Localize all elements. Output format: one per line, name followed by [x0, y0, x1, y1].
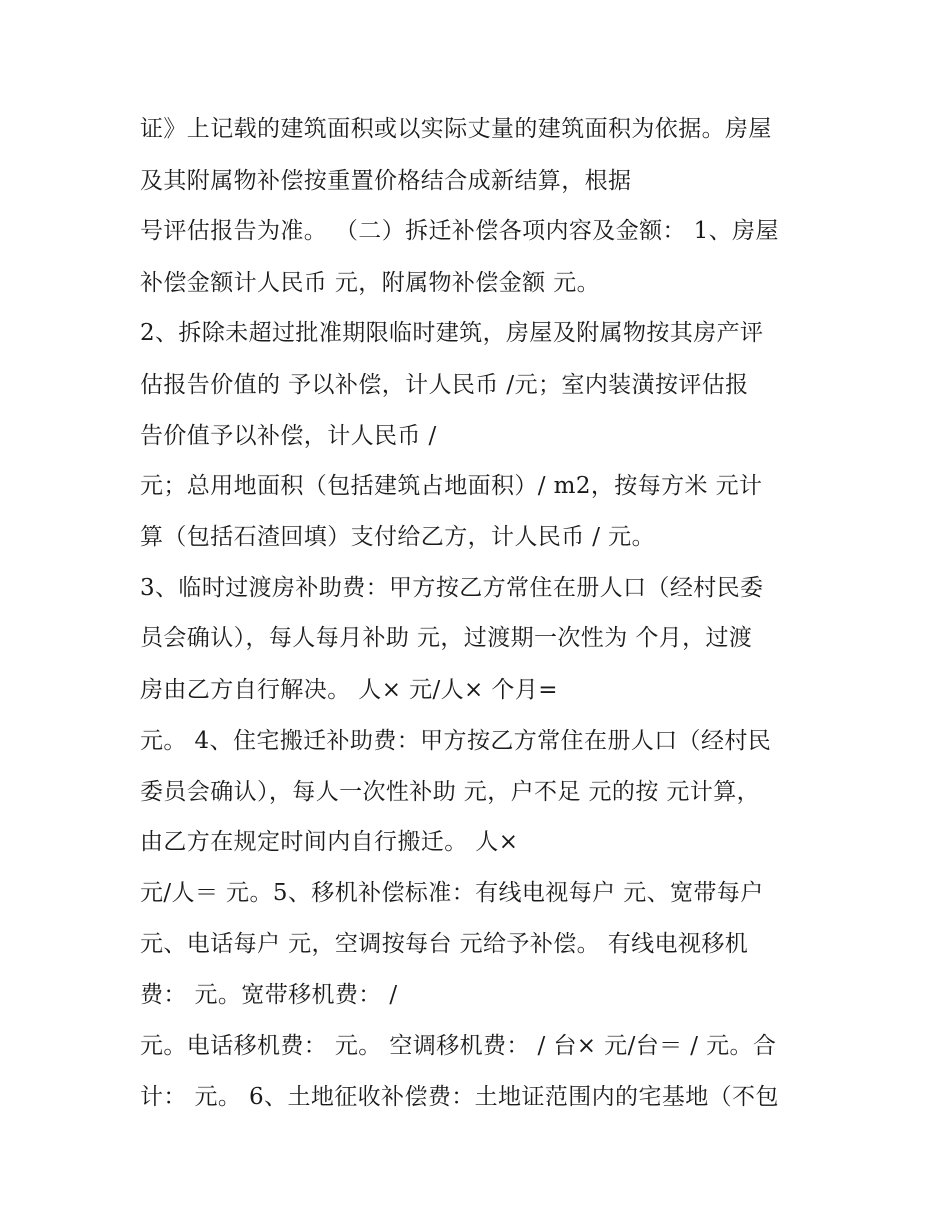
text-line-13: 元。 4、住宅搬迁补助费：甲方按乙方常住在册人口（经村民 — [140, 728, 772, 754]
text-line-10: 3、临时过渡房补助费：甲方按乙方常住在册人口（经村民委 — [140, 575, 764, 601]
text-line-11: 员会确认），每人每月补助 元，过渡期一次性为 个月，过渡 — [140, 625, 753, 651]
text-line-17: 元、电话每户 元，空调按每台 元给予补偿。 有线电视移机 — [140, 931, 749, 957]
text-line-7: 告价值予以补偿，计人民币 / — [140, 423, 437, 449]
text-line-16: 元/人＝ 元。5、移机补偿标准：有线电视每户 元、宽带每户 — [140, 880, 764, 906]
text-line-15: 由乙方在规定时间内自行搬迁。 人× — [140, 829, 519, 855]
text-line-8: 元；总用地面积（包括建筑占地面积）/ m2，按每方米 元计 — [140, 473, 763, 499]
text-line-9: 算（包括石渣回填）支付给乙方，计人民币 / 元。 — [140, 524, 655, 550]
text-line-19: 元。电话移机费： 元。 空调移机费： / 台× 元/台＝ / 元。合 — [140, 1033, 777, 1059]
text-line-12: 房由乙方自行解决。 人× 元/人× 个月= — [140, 677, 558, 703]
text-line-18: 费： 元。宽带移机费： / — [140, 982, 398, 1008]
text-line-20: 计： 元。 6、土地征收补偿费：土地证范围内的宅基地（不包 — [140, 1084, 779, 1110]
text-line-5: 2、拆除未超过批准期限临时建筑，房屋及附属物按其房产评 — [140, 320, 764, 346]
text-line-6: 估报告价值的 予以补偿，计人民币 /元；室内装潢按评估报 — [140, 372, 749, 398]
text-line-3: 号评估报告为准。 （二）拆迁补偿各项内容及金额： 1、房屋 — [140, 218, 779, 244]
text-line-1: 证》上记载的建筑面积或以实际丈量的建筑面积为依据。房屋 — [140, 116, 772, 142]
text-line-4: 补偿金额计人民币 元，附属物补偿金额 元。 — [140, 270, 601, 296]
text-line-2: 及其附属物补偿按重置价格结合成新结算，根据 — [140, 168, 632, 194]
text-line-14: 委员会确认），每人一次性补助 元，户不足 元的按 元计算， — [140, 779, 761, 805]
